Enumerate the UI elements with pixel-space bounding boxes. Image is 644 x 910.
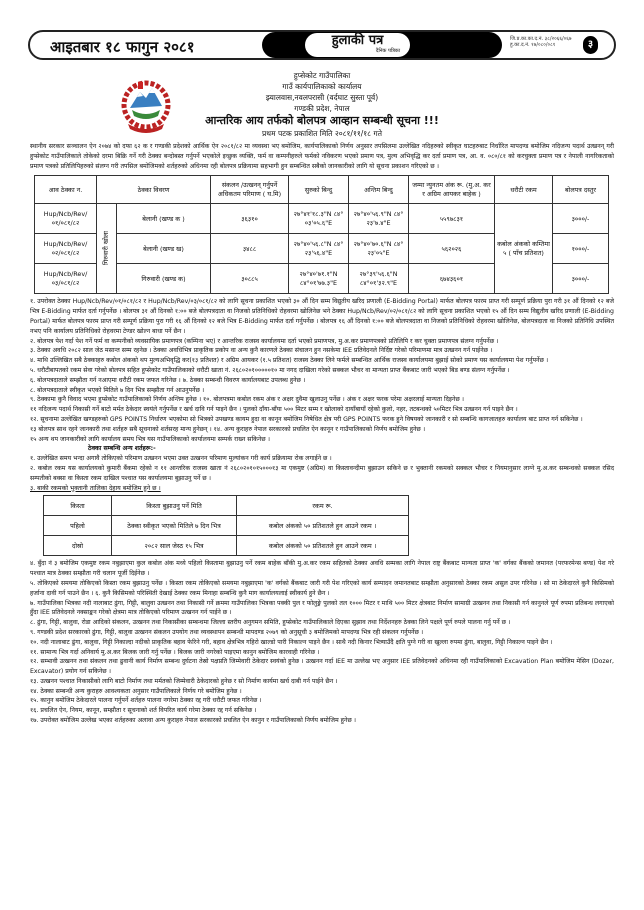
term-item: ११. सामान्य भित्र गर्दा अनिवार्य मु.अ.कर बिजक जारी गर्नु पर्नेछ । बिजक जारी नगरेको पाइएमा कानुन बमोजिम कारवाही गरिनेछ । [30, 648, 320, 656]
col-header: ठेक्का विवरण [97, 176, 211, 204]
quantity: ३०८८५ [211, 264, 289, 294]
bid-fee: ३०००/- [553, 264, 609, 294]
minimum-amount: ५६२०२६ [409, 234, 495, 264]
page-number: ३ [583, 36, 598, 54]
term-item: ४. बुँदा नं ३ बमोजिम एकमुष्ट रकम नबुझाएमा कुल कबोल अंक मध्ये पहिलो किस्तामा बुझाउनु पर्ने रकम बाहेक बाँकी मु.अ.कर रकम सहितको ठेक्का अवधि सम्मका लागि नेपाल राष्ट्र बैंकबाट मान्यता प्राप्त 'क' वर्गका बैंकको जमानत (परफरमेन्स बण्ड) पेश गरे पश्चात मात्र ठेक्का सम्झौता गरी चलान पूर्जी दिईनेछ । [30, 560, 614, 578]
col-header: रकम रू. [237, 496, 409, 516]
term-item: १५ अन्य थप जानकारीको लागि कार्यालय समय भित्र यस गाउँपालिकाको कार्यालयमा सम्पर्क राख्न सकिनेछ । [30, 435, 270, 443]
term-item: ५. तोकिएको समयमा तोकिएको किस्ता रकम बुझाउनु पर्नेछ । किस्ता रकम तोकिएको समयमा नबुझाएमा 'क' वर्गको बैंकबाट जारी गरी पेश गरिएको कार्य सम्पादन जमानतबाट सम्झौता अनुसारको ठेक्का रकम असुल उपर गरिनेछ । सो मा ठेकेदारले कुनै किसिमको हर्जाना दावी गर्न पाउने छैन । ६. कुनै किसिमको परिस्थिती देखाई ठेक्का रकम मिनाहा सम्बन्धि कुनै माग कार्यालयलाई स्वीकार्य हुने छैन । [30, 579, 614, 597]
due-date: २०८२ साल जेस्ठ १५ भित्र [112, 536, 237, 556]
term-item: १. उपरोक्त ठेक्का Hup/Ncb/Rev/०१/०८१/८२ र Hup/Ncb/Rev/०३/०८१/८२ को लागि सूचना प्रकाशित भएको ३० औं दिन सम्म विद्युतीय खरिद प्रणाली (E-Bidding Portal) मार्फत बोलपत्र फारम प्राप्त गरी सम्पूर्ण प्रक्रिया पुरा गरी ३१ औं दिनको १२ बजे भित्र E-Bidding मार्फत दर्ता गर्नुपर्नेछ । बोलपत्र ३१ औं दिनको १:०० बजे बोलपत्रदाता वा निजको प्रतिनिधिको रोहवरमा खोलिनेछ भने ठेक्का Hup/Ncb/Rev/०२/०८१/८२ को लागि सूचना प्रकाशित भएको १५ औं दिन सम्म विद्युतीय खरिद प्रणाली (E-Bidding Portal) मार्फत बोलपत्र फारम प्राप्त गरी सम्पूर्ण प्रक्रिया पुरा गरी १६ औं दिनको १२ बजे भित्र E-Bidding मार्फत दर्ता गर्नुपर्नेछ । बोलपत्र १६ औं दिनको १:०० बजे बोलपत्रदाता वा निजको प्रतिनिधिको रोहवरमा खोलिनेछ, बोलपत्रदाता वा निजको प्रतिनिधि उपस्थित नभए पनि कार्यालय प्रतिनिधिको रोहवरमा टेण्डर खोल्न बाधा पर्ने छैन । [30, 298, 614, 335]
end-point: २७°३९'५६.६"N ८४°०१'३२.९"E [349, 264, 409, 294]
notice-heading [28, 114, 616, 139]
table-row [44, 516, 409, 536]
term-item: ८. बोलपत्रदाताले स्वीकृत भएको मितिले ७ दिन भित्र सम्झौता गर्न आउनुपर्नेछ । [30, 386, 205, 394]
intro-paragraph: स्थानीय सरकार सञ्चालन ऐन २०७४ को दफा ६२ क र गण्डकी प्रदेशको आर्थिक ऐन २०८१/८२ मा व्यवस्था भए बमोजिम, कार्यपालिकाको निर्णय अनुसार तपसिलमा उल्लेखित नदिहरुको स्वीकृत घाटहरुबाट निर्धारित मापदण्ड बमोजिम नदिजन्य पदार्थ उत्खनन् गरी हुप्सेकोट गाउँपालिकाले तोकेको दरमा बिक्रि गर्ने गरी ठेक्का बन्दोबस्त गर्नुपर्ने भएकोले इच्छुक व्यक्ति, फर्म वा कम्पनीहरुले फर्मको नविकरण भएको प्रमाण पत्र, मुल्य अभिवृद्धि कर दर्ता प्रमाण पत्र, आ. व. ०८०/८१ को करचुक्ता प्रमाण पत्र र नेपाली नागरिकताको प्रमाण पत्रको प्रतिलिपिहरुको संलग्न गरी तपसिल बमोजिमको शर्तहरुको अधिनमा रही बोलपत्र प्रक्रियामा सहभागी हुन सम्बन्धित सबैको जानकारीको लागि यो सूचना प्रकाशन गरिएको छ । [30, 143, 614, 170]
other-terms-heading: ठेक्का सम्बन्धि अन्य शर्तहरू:- [88, 445, 156, 453]
municipality-name: हुप्सेकोट गाउँपालिका [293, 71, 351, 80]
term-item: १२. सूचनामा उल्लेखित खण्डहरुको GPS POINTS निर्धारण भएकोमा सो भित्रको उपखण्ड कायम हुदा वा कानून बमोजिम निषेधित क्षेत्र परी GPS POINTS फरक हुने विषयको जानकारी र सो सम्बन्धि कागजातहरु कार्यालय बाट प्राप्त गर्न सकिनेछ । [30, 415, 583, 423]
col-header: जम्मा न्युनतम अंक रू. (मु.अ. कर र अग्रिम आयकर बाहेक ) [409, 176, 495, 204]
bid-fee: १०००/- [553, 234, 609, 264]
due-date: ठेक्का स्वीकृत भएको मितिले ७ दिन भित्र [112, 516, 237, 536]
term-item: १०. नदी नालाबाट ढुंगा, बालुवा, गिट्टी निकाल्दा नदीको प्राकृतिक बहाव फेरिने गरी, बहाव क्षेत्रभित्र गहिरो खाल्डो पारी निकाल्न पाइने छैन । साथै नदी किनार भित्र्याउँदै क्षति पुग्ने गरी वा खुल्ला रुपमा ढुंगा, बालुवा, गिट्टी निकाल्न पाइने छैन । [30, 638, 553, 646]
term-item: ९. गण्डकी प्रदेश सरकारको ढुंगा, गिट्टी, बालुवा उत्खनन संकलन उपयोग तथा व्यवस्थापन सम्बन्धी मापदण्ड २०७९ को अनुसूची ३ बमोजिमको मापदण्ड भित्र रही संकलन गर्नुपर्नेछ । [30, 628, 424, 636]
term-item: ७. गाउँपालिका भित्रका नदी नालाबाट ढुंगा, गिट्टी, बालुवा उत्खनन तथा निकासी गर्ने क्रममा गाउँपालिका भित्रका पक्की पुल र फोलुङ्गे पुलको तल १००० मिटर र माथि ५०० मिटर क्षेत्रबाट निर्माण सामाग्री उत्खनन तथा निकासी गर्न कानुनले पूर्ण रुपमा प्रतिबन्ध लगाएको हुँदा IEE प्रतिवेदनले नक्साङ्कन गरेको क्षेत्रमा मात्र तोकिएको परिमाण उत्खनन गर्न पाईने छ । [30, 599, 614, 617]
term-item: ३. बाकी रकमको भुक्तानी तालिका देहाय बमोजिम हुने छ । [30, 484, 161, 492]
col-header: आव ठेक्का न. [35, 176, 97, 204]
term-item: १५. कानुन बमोजिम ठेकेदारले पालना गर्नुपर्ने शर्तहरु पालना नगरेमा ठेक्का रद्द गरी धरौटी जफत गरिनेछ । [30, 697, 262, 705]
quantity: ३४८८ [211, 234, 289, 264]
start-point: २७°४०'७१.१"N ८४°०१'७७.३"E [289, 264, 349, 294]
term-item: १. उल्लेखित समय भन्दा अगावै तोकिएको परिमाण उत्खनन भएमा उक्त उत्खनन परिमाण मुल्यांकन गरी कार्य प्रक्रियामा रोक लगाईने छ । [30, 455, 332, 463]
term-item: १३ बोलपत्र साथ रहने जानकारी तथा शर्तहरु सबै सूचनाको शर्तसरह मान्य हुनेछन् । १४. अन्य कुराहरु नेपाल सरकारको प्रचलित ऐन कानून र गाउँपालिकाको निर्णय बमोजिम हुनेछ । [30, 425, 426, 433]
registration-number: जि.प्र.का.का.द.नं. ३८/२०६६/०६७ हु.का.द.नं. १७/०८०/०८१ [510, 36, 572, 48]
deposit-amount: कबोल अंकको कम्तिमा ५ ( पाँच प्रतिशत) [495, 204, 553, 294]
contract-description: गिरुवारी (खण्ड क) [117, 264, 211, 294]
end-point: २७°४०'७०.६"N ८४° २३'०५"E [349, 234, 409, 264]
notice-title: आन्तरिक आय तर्फको बोलपत्र आव्हान सम्बन्धी सूचना !!! [205, 114, 439, 127]
end-point: २७°४०'५६.९"N ८४° २३'७.४"E [349, 204, 409, 234]
amount: कबोल अंकको ५० प्रतिशतले हुन आउने रकम । [237, 536, 409, 556]
start-point: २७°४१'१८.३"N ८४° ०३'०५.६"E [289, 204, 349, 234]
installment: दोस्रो [44, 536, 112, 556]
term-item: १४. ठेक्का सम्बन्धी अन्य कुराहरु आवश्यकता अनुसार गाउँपालिकाले निर्णय गरे बमोजिम हुनेछ । [30, 687, 242, 695]
table-header-row [44, 496, 409, 516]
term-item: ११ नदिजन्य पदार्थ निकासी गर्ने बाटो मर्मत ठेकेदार स्वयंले गर्नुपर्नेछ र खर्च दावि गर्न पाइने छैन । पुलको दाँया-बाँया ५०० मिटर सम्म र खोलाको दायाँबायाँ रहेको कुलो, नहर, तटबन्धको ५०मिटर भित्र उत्खनन गर्न पाइने छैन । [30, 406, 518, 414]
issue-date: आइतबार १८ फागुन २०८१ [50, 38, 195, 56]
publication-date: प्रथम पटक प्रकाशित मिति २०८१/११/१८ गते [262, 129, 382, 138]
province: गण्डकी प्रदेश, नेपाल [294, 104, 350, 113]
term-item: ९. ठेक्कामा कुनै विवाद भएमा हुप्सेकोट गाउँपालिकाको निर्णय अन्तिम हुनेछ । १०. बोलपत्रमा कबोल रकम अंक र अक्षर दुवैमा खुलाउनु पर्नेछ । अंक र अक्षर फरक परेमा अक्षरलाई मान्यता दिइनेछ । [30, 396, 464, 404]
term-item: २. कबोल रकम यस कार्यालयको कुमारी बैंकमा रहेको न ११ आन्तरिक राजस्व खाता नं २६८०२०१०१५०००१३ मा एकमुष्ट (अग्रिम) वा किस्तावन्दीमा बुझाउन सकिने छ र भुक्तानी रकमको सक्कल भौचर र नियमानुसार लाग्ने मु.अ.कर सम्बन्धको सक्कल रसिद सम्पतीको बक्सा वा किस्ता रकम दाखिल पश्चात यस कार्यालयमा बुझाउनु पर्ने छ । [30, 464, 614, 482]
term-item: १७. उपरोक्त बमोजिम उल्लेख भएका शर्तहरुका अलावा अन्य कुराहरु नेपाल सरकारको प्रचलित ऐन कानुन र गाउँपालिकाको निर्णय बमोजिम हुनेछ । [30, 717, 357, 725]
col-header: धरौटी रकम [495, 176, 553, 204]
col-header: संकलन /उत्खनन् गर्नुपर्ने अधिकतम परिमाण ( घ.मि) [211, 176, 289, 204]
contract-description: बेलानी (खण्ड ख) [117, 234, 211, 264]
table-row [44, 536, 409, 556]
table-row [35, 204, 609, 234]
start-point: २७°४०'५६.८"N ८४° २३'५६.४"E [289, 234, 349, 264]
other-terms-list [28, 559, 616, 726]
bid-fee: ३०००/- [553, 204, 609, 234]
newspaper-name [305, 33, 410, 57]
terms-list [28, 297, 616, 493]
term-item: ३. ठेक्का अवधि २०८२ साल जेठ मसान्त सम्म रहनेछ । ठेक्का अवधिभित्र प्राकृतिक प्रकोप वा अन्य कुनै कारणले ठेक्का संचालन हुन नसकेमा IEE प्रतिवेदनले निर्दिष्ट गरेको परिमाणमा मात्र उत्खनन गर्न पाईनेछ । [30, 347, 493, 355]
paper-tagline: दैनिक पत्रिका [375, 48, 400, 54]
river-cell [97, 204, 117, 294]
table-header-row [35, 176, 609, 204]
term-item: ४. माथि उल्लिखित सबै ठेक्काहरु कबोल अंकको थप मुल्यअभिवृद्धि कर(१३ प्रतिशत) र अग्रिम आयकर (१.५ प्रतिशत) राजस्व ठेक्का लिने फर्मले सम्बन्धित आर्थिक राजस्व कार्यालयमा बुझाई सोको प्रमाण यस कार्यालयमा पेश गर्नुपर्नेछ । [30, 357, 549, 365]
contract-description: बेलानी (खण्ड क ) [117, 204, 211, 234]
term-item: ६. बोलपत्रदाताले सम्झौता गर्न नआएमा धरौटी रकम जफत गरिनेछ । ७. ठेक्का सम्बन्धी विवरण कार्यालयबाट उपलब्ध हुनेछ । [30, 376, 306, 384]
installment: पहिलो [44, 516, 112, 536]
quantity: ३६३१० [211, 204, 289, 234]
term-item: २. बोलपत्र पेश गर्दा पेश गर्ने फर्म वा कम्पनीको व्यवसायिक प्रमाणपत्र (कम्पिना भए) र आन्तरिक राजस्व कार्यालयमा दर्ता भएको प्रमाणपत्र, मु.अ.कर प्रमाणपत्रको प्रतिलिपि र कर चुक्ता प्रमाणपत्र संलग्न गर्नुपर्नेछ । [30, 337, 499, 345]
paper-title: हुलाकी पत्र [331, 33, 384, 48]
contract-number: Hup/Ncb/Rev/ ०१/०८१/८२ [35, 204, 97, 234]
minimum-amount: ५५९७८३१ [409, 204, 495, 234]
amount: कबोल अंकको ५० प्रतिशतले हुन आउने रकम । [237, 516, 409, 536]
nepal-emblem-logo [120, 78, 172, 136]
office-location: झ्यालवास,नवलपरासी (वर्दघाट सुस्ता पूर्व) [265, 93, 379, 102]
term-item: १३. उत्खनन पश्चात निकासीको लागि बाटो निर्माण तथा मर्मतको जिम्मेवारी ठेकेदारको हुनेछ र सो निर्माण कार्यमा खर्च दाबी गर्न पाईने छैन । [30, 677, 338, 685]
term-item: ८. ढुंगा, गिट्टी, बालुवा, रोडा आदिको संकलन, उत्खनन तथा निकासीका सम्बन्धमा जिल्ला स्तरीय अनुगमन समिति, हुप्सेकोट गाउँपालिकाले दिएका सुझाव तथा निर्देशनहरु ठेक्का लिने पक्षले पूर्ण रुपले पालना गर्नु पर्ने छ । [30, 619, 511, 627]
payment-schedule-table [43, 495, 409, 556]
minimum-amount: ६७४३६०१ [409, 264, 495, 294]
office-name: गाउँ कार्यपालिकाको कार्यालय [282, 82, 362, 91]
col-header: बोलपत्र दस्तुर [553, 176, 609, 204]
contract-number: Hup/Ncb/Rev/ ०३/०८१/८२ [35, 264, 97, 294]
contract-number: Hup/Ncb/Rev/ ०२/०८१/८२ [35, 234, 97, 264]
office-address [28, 70, 616, 114]
col-header: किस्ता बुझाउनु पर्ने मिति [112, 496, 237, 516]
col-header: किस्ता [44, 496, 112, 516]
term-item: १६. प्रचलित ऐन, नियम, कानून, सम्झौता र सूचनाको शर्त विपरित कार्य गरेमा ठेक्का रद्द गर्न सकिनेछ । [30, 707, 257, 715]
river-name: गिरुवारी खोला [102, 230, 111, 265]
term-item: १२. सम्भावी उत्खनन तथा संकलन तथा ढुवानी कार्य निर्माण सम्बन्ध दुर्घटना तेस्रो पक्षप्रति जिम्मेवारी ठेकेदार स्वयंको हुनेछ । उत्खनन गर्दा IEE मा उल्लेख भए अनुसार IEE प्रतिवेदनको अधिनमा रही गाउँपालिकाको Excavation Plan बमोजिम मेसिन (Dozer, Excavator) प्रयोग गर्न सकिनेछ । [30, 658, 614, 676]
col-header: अन्तिम बिन्दु [349, 176, 409, 204]
newspaper-header [28, 30, 616, 60]
term-item: ५. धरौटीबापतको रकम सेवा गरेको बोलपत्र सहित हुप्सेकोट गाउँपालिकाको धरौटी खाता नं. २६८०२०१०००००१० मा नगद दाखिला गरेको सक्कल भौचर वा मान्यता प्राप्त बैंकबाट जारी भएको बिड बण्ड संलग्न गर्नुपर्नेछ । [30, 366, 510, 374]
tender-table [34, 175, 609, 294]
col-header: सुरुको बिन्दु [289, 176, 349, 204]
